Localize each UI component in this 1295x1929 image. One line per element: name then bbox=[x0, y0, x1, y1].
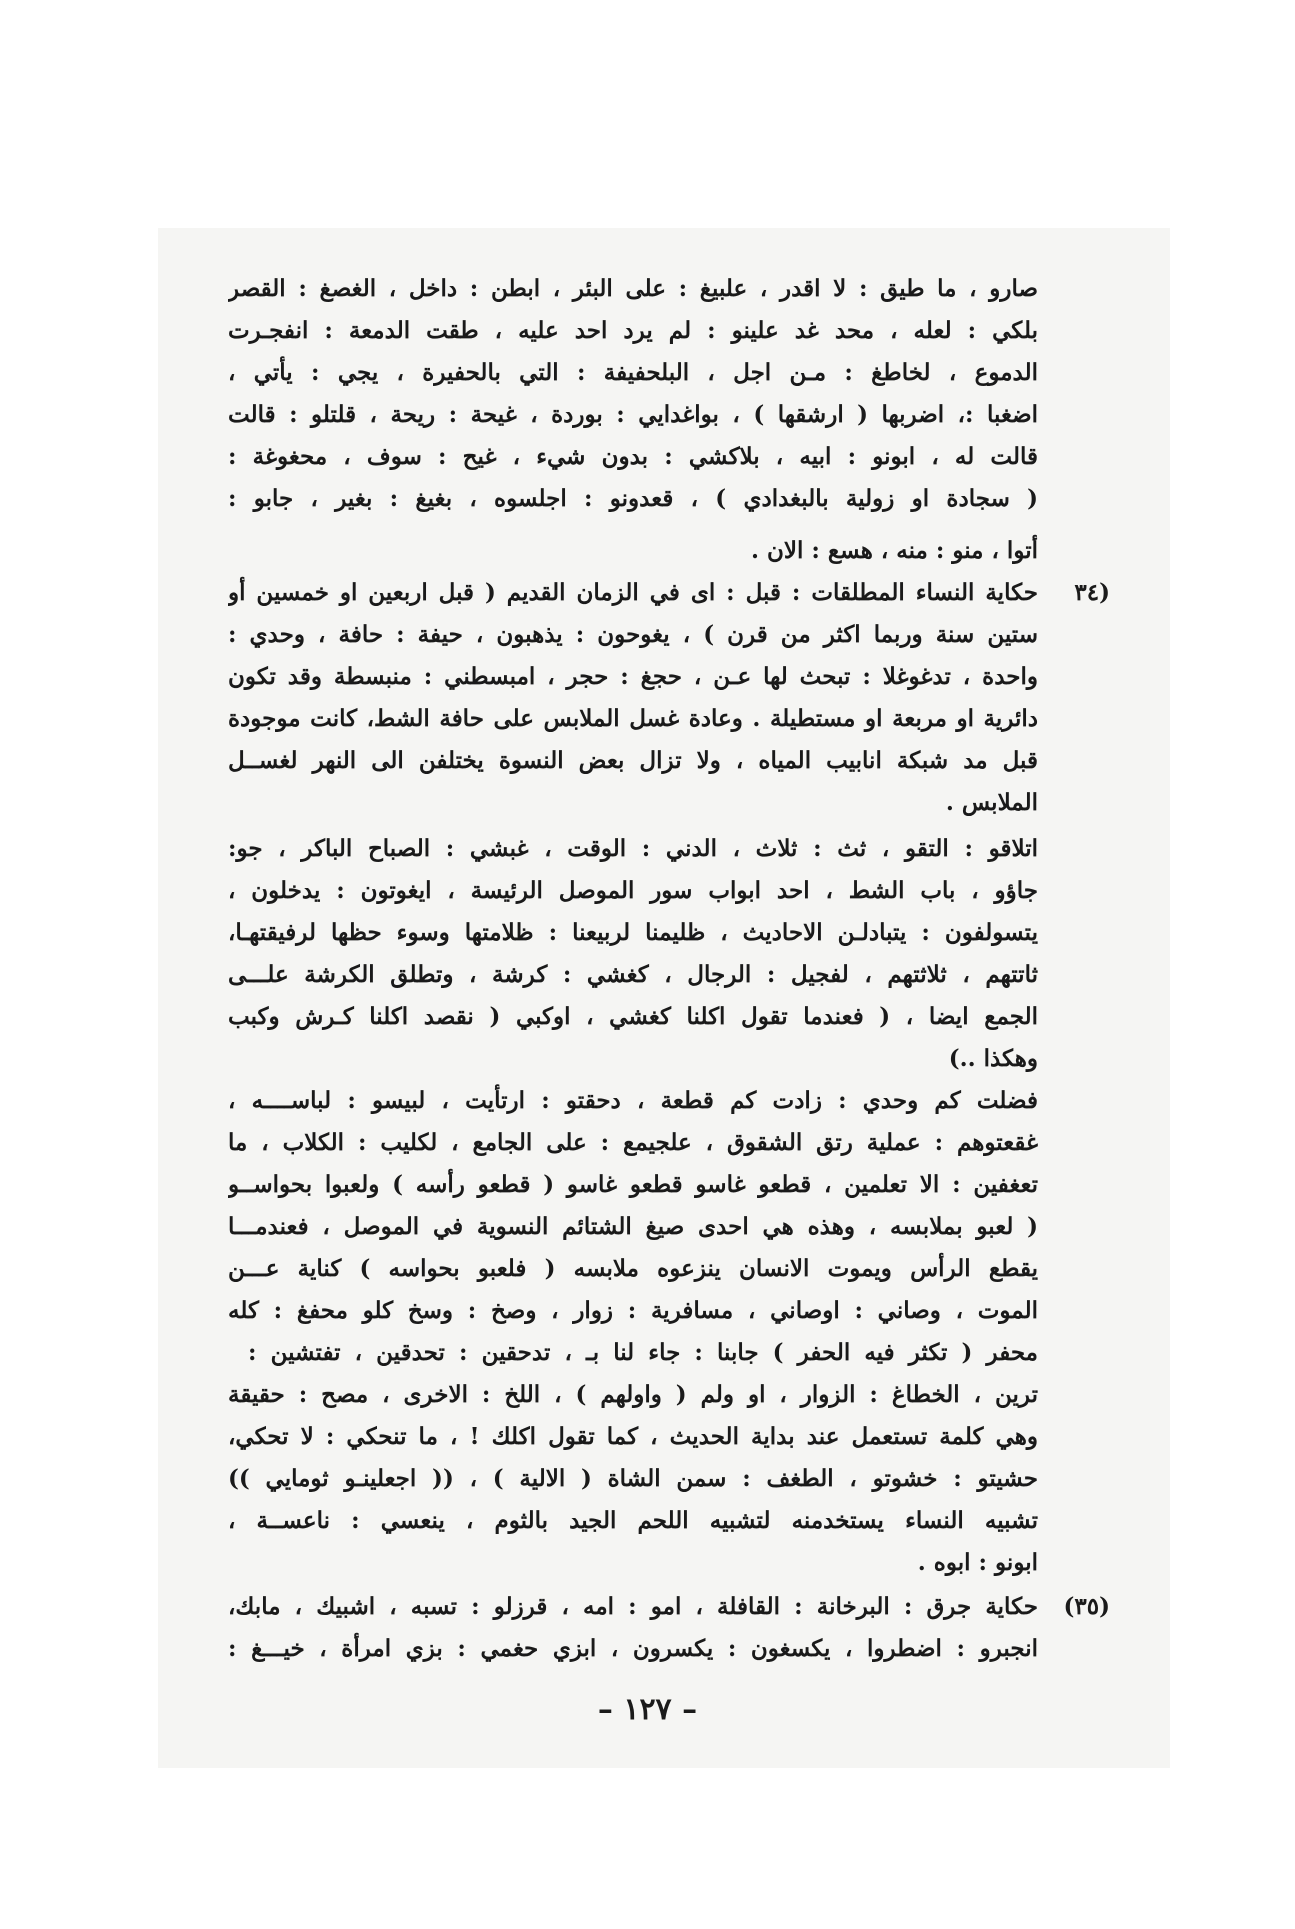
text-line: غقعتوهم : عملية رتق الشقوق ، علجيمع : على الجامع ، لكليب : الكلاب ، ما bbox=[228, 1129, 1038, 1156]
text-line: فضلت كم وحدي : زادت كم قطعة ، دحقتو : ارتأيت ، لبيسو : لباســــه ، bbox=[228, 1087, 1038, 1114]
text-line: بلكي : لعله ، محد غد علينو : لم يرد احد عليه ، طقت الدمعة : انفجـرت bbox=[228, 317, 1038, 344]
page-number: – ١٢٧ – bbox=[597, 1692, 698, 1727]
text-line: صارو ، ما طيق : لا اقدر ، علبيغ : على البئر ، ابطن : داخل ، الغصغ : القصر bbox=[228, 275, 1038, 302]
text-line: ترين ، الخطاغ : الزوار ، او ولم ( واولهم ) ، اللخ : الاخرى ، مصح : حقيقة bbox=[228, 1381, 1038, 1408]
section-number-35: (٣٥) bbox=[1063, 1593, 1110, 1620]
text-line: حكاية جرق : البرخانة : القافلة ، امو : امه ، قرزلو : تسبه ، اشبيك ، مابك، bbox=[228, 1593, 1038, 1620]
text-line: ستين سنة وربما اكثر من قرن ) ، يغوحون : يذهبون ، حيفة : حافة ، وحدي : bbox=[228, 621, 1038, 648]
text-line: الموت ، وصاني : اوصاني ، مسافرية : زوار ، وصخ : وسخ كلو محفغ : كله bbox=[228, 1297, 1038, 1324]
text-line: ( لعبو بملابسه ، وهذه هي احدى صيغ الشتائم النسوية في الموصل ، فعندمـــا bbox=[228, 1213, 1038, 1240]
text-line: اتلاقو : التقو ، ثث : ثلاث ، الدني : الوقت ، غبشي : الصباح الباكر ، جو: bbox=[228, 835, 1038, 862]
text-line: انجبرو : اضطروا ، يكسغون : يكسرون ، ابزي حغمي : بزي امرأة ، خيـــغ : bbox=[228, 1635, 1038, 1662]
text-line: يتسولفون : يتبادلـن الاحاديث ، ظليمنا لربيعنا : ظلامتها وسوء حظها لرفيقتهـا، bbox=[228, 919, 1038, 946]
text-line: اضغبا :، اضربها ( ارشقها ) ، بواغدايي : بوردة ، غيحة : ريحة ، قلتلو : قالت bbox=[228, 401, 1038, 428]
text-line: الملابس . bbox=[945, 789, 1038, 816]
text-line: محفر ( تكثر فيه الحفر ) جابنا : جاء لنا بـ ، تدحقين : تحدقين ، تفتشين : bbox=[248, 1339, 1038, 1366]
text-line: تشبيه النساء يستخدمنه لتشبيه اللحم الجيد بالثوم ، ينعسي : ناعســة ، bbox=[228, 1507, 1038, 1534]
text-line: الدموع ، لخاطغ : مـن اجل ، البلحفيفة : التي بالحفيرة ، يجي : يأتي ، bbox=[228, 359, 1038, 386]
section-number-34: (٣٤ bbox=[1074, 579, 1110, 606]
text-line: تعغفين : الا تعلمين ، قطعو غاسو قطعو غاسو ( قطعو رأسه ) ولعبوا بحواســو bbox=[228, 1171, 1038, 1198]
text-line: قالت له ، ابونو : ابيه ، بلاكشي : بدون شيء ، غيح : سوف ، محغوغة : bbox=[228, 443, 1038, 470]
text-line: دائرية او مربعة او مستطيلة . وعادة غسل الملابس على حافة الشط، كانت موجودة bbox=[228, 705, 1038, 732]
text-line: واحدة ، تدغوغلا : تبحث لها عـن ، حجغ : حجر ، امبسطني : منبسطة وقد تكون bbox=[228, 663, 1038, 690]
text-line: يقطع الرأس ويموت الانسان ينزعوه ملابسه ( فلعبو بحواسه ) كناية عـــن bbox=[228, 1255, 1038, 1282]
text-line: ابونو : ابوه . bbox=[917, 1549, 1038, 1576]
text-line: ثاتتهم ، ثلاثتهم ، لفجيل : الرجال ، كغشي : كرشة ، وتطلق الكرشة علـــى bbox=[228, 961, 1038, 988]
text-line: أتوا ، منو : منه ، هسع : الان . bbox=[751, 537, 1038, 564]
text-line: حشيتو : خشوتو ، الطغف : سمن الشاة ( الالية ) ، (( اجعلينـو ثومايي )) bbox=[228, 1465, 1038, 1492]
text-line: ( سجادة او زولية بالبغدادي ) ، قعدونو : اجلسوه ، بغيغ : بغير ، جابو : bbox=[228, 485, 1038, 512]
text-line: وهكذا ..) bbox=[948, 1045, 1038, 1072]
text-line: قبل مد شبكة انابيب المياه ، ولا تزال بعض النسوة يختلفن الى النهر لغســل bbox=[228, 747, 1038, 774]
text-line: وهي كلمة تستعمل عند بداية الحديث ، كما تقول اكلك ! ، ما تنحكي : لا تحكي، bbox=[228, 1423, 1038, 1450]
text-line: حكاية النساء المطلقات : قبل : اى في الزمان القديم ( قبل اربعين او خمسين أو bbox=[228, 579, 1038, 606]
text-line: جاؤو ، باب الشط ، احد ابواب سور الموصل الرئيسة ، ايغوتون : يدخلون ، bbox=[228, 877, 1038, 904]
text-line: الجمع ايضا ، ( فعندما تقول اكلنا كغشي ، اوكبي ( نقصد اكلنا كـرش وكبب bbox=[228, 1003, 1038, 1030]
